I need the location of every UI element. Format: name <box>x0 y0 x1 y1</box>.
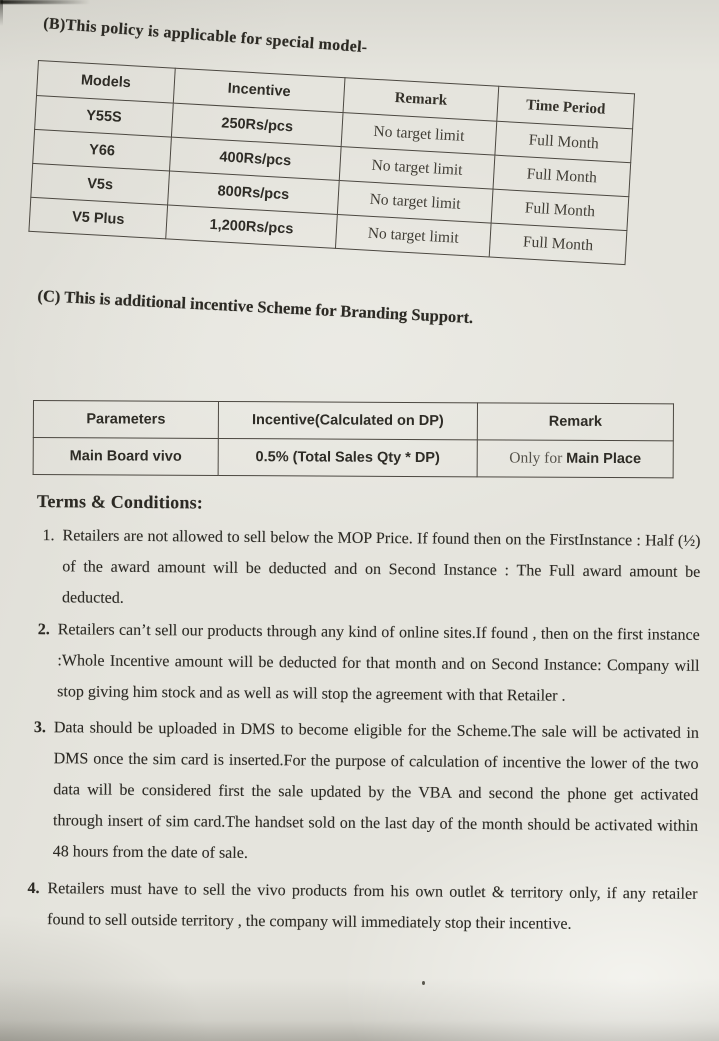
time-period-cell: Full Month <box>489 223 627 265</box>
photo-edge-shadow-top <box>0 0 90 4</box>
incentive-dp-cell: 0.5% (Total Sales Qty * DP) <box>218 438 477 476</box>
incentive-cell: 400Rs/pcs <box>170 137 342 180</box>
branding-remark-cell <box>477 440 673 478</box>
section-b-heading: (B)This policy is applicable for special model- <box>42 15 369 57</box>
time-period-cell: Full Month <box>495 121 633 163</box>
remark-prefix-text: Only for <box>509 449 567 467</box>
term-number: 3. <box>33 719 46 737</box>
incentive-cell: 800Rs/pcs <box>168 171 340 214</box>
term-text: Retailers must have to sell the vivo products from his own outlet & territory only, if any retailer found to sell outside territory , the company will immediately stop their incentive. <box>47 880 698 933</box>
term-item-4 <box>27 873 698 941</box>
parameter-cell: Main Board vivo <box>33 438 218 476</box>
terms-heading: Terms & Conditions: <box>36 491 204 513</box>
header-branding-remark: Remark <box>477 403 673 441</box>
term-number: 4. <box>27 879 40 898</box>
remark-cell: No target limit <box>337 181 493 224</box>
header-models: Models <box>37 61 176 104</box>
incentive-cell: 250Rs/pcs <box>171 103 343 146</box>
term-text: Retailers are not allowed to sell below the MOP Price. If found then on the FirstInstance : Half (½) of the award amount will be deducted and on Second Instance : The Full award amount be deducted. <box>61 527 701 607</box>
remark-cell: No target limit <box>339 147 495 190</box>
remark-cell: No target limit <box>335 214 491 257</box>
terms-and-conditions-section <box>27 486 701 941</box>
remark-bold-text: Main Place <box>566 450 642 468</box>
header-incentive-dp: Incentive(Calculated on DP) <box>218 401 477 439</box>
header-parameters: Parameters <box>33 401 218 439</box>
term-text: Retailers can’t sell our products through any kind of online sites.If found , then on the first instance :Whole Incentive amount will be deducted for that month and on Second Instance: Company will stop giving him stock and as well as will stop the agreement with that Retailer . <box>57 621 700 705</box>
term-item-2 <box>37 614 700 713</box>
model-cell: V5 Plus <box>29 197 168 239</box>
model-cell: V5s <box>31 163 170 205</box>
paper-speck <box>422 981 425 985</box>
time-period-cell: Full Month <box>491 189 629 231</box>
term-item-3 <box>33 712 699 873</box>
term-number: 1. <box>42 527 55 545</box>
header-time-period: Time Period <box>497 86 635 129</box>
term-text: Data should be uploaded in DMS to become eligible for the Scheme.The sale will be activated in DMS once the sim card is inserted.For the purpose of calculation of incentive the lower of the two data will be considered first the sale updated by the VBA and second the phone get activated through insert of sim card.The handset sold on the last day of the month should be activated within 48 hours from the date of sale. <box>52 719 699 862</box>
time-period-cell: Full Month <box>493 155 631 197</box>
table-header-row <box>33 401 673 441</box>
table-row <box>33 438 673 478</box>
incentive-cell: 1,200Rs/pcs <box>166 205 338 248</box>
model-cell: Y66 <box>33 129 172 171</box>
branding-support-table <box>33 400 674 478</box>
term-number: 2. <box>37 621 50 639</box>
model-incentive-table <box>28 60 635 265</box>
remark-cell: No target limit <box>341 113 497 156</box>
model-cell: Y55S <box>35 95 174 137</box>
photo-edge-shadow-left <box>0 0 3 26</box>
header-remark: Remark <box>343 78 499 122</box>
term-item-1 <box>42 520 701 619</box>
header-incentive: Incentive <box>173 68 345 112</box>
section-c-heading: (C) This is additional incentive Scheme for Branding Support. <box>37 286 474 328</box>
